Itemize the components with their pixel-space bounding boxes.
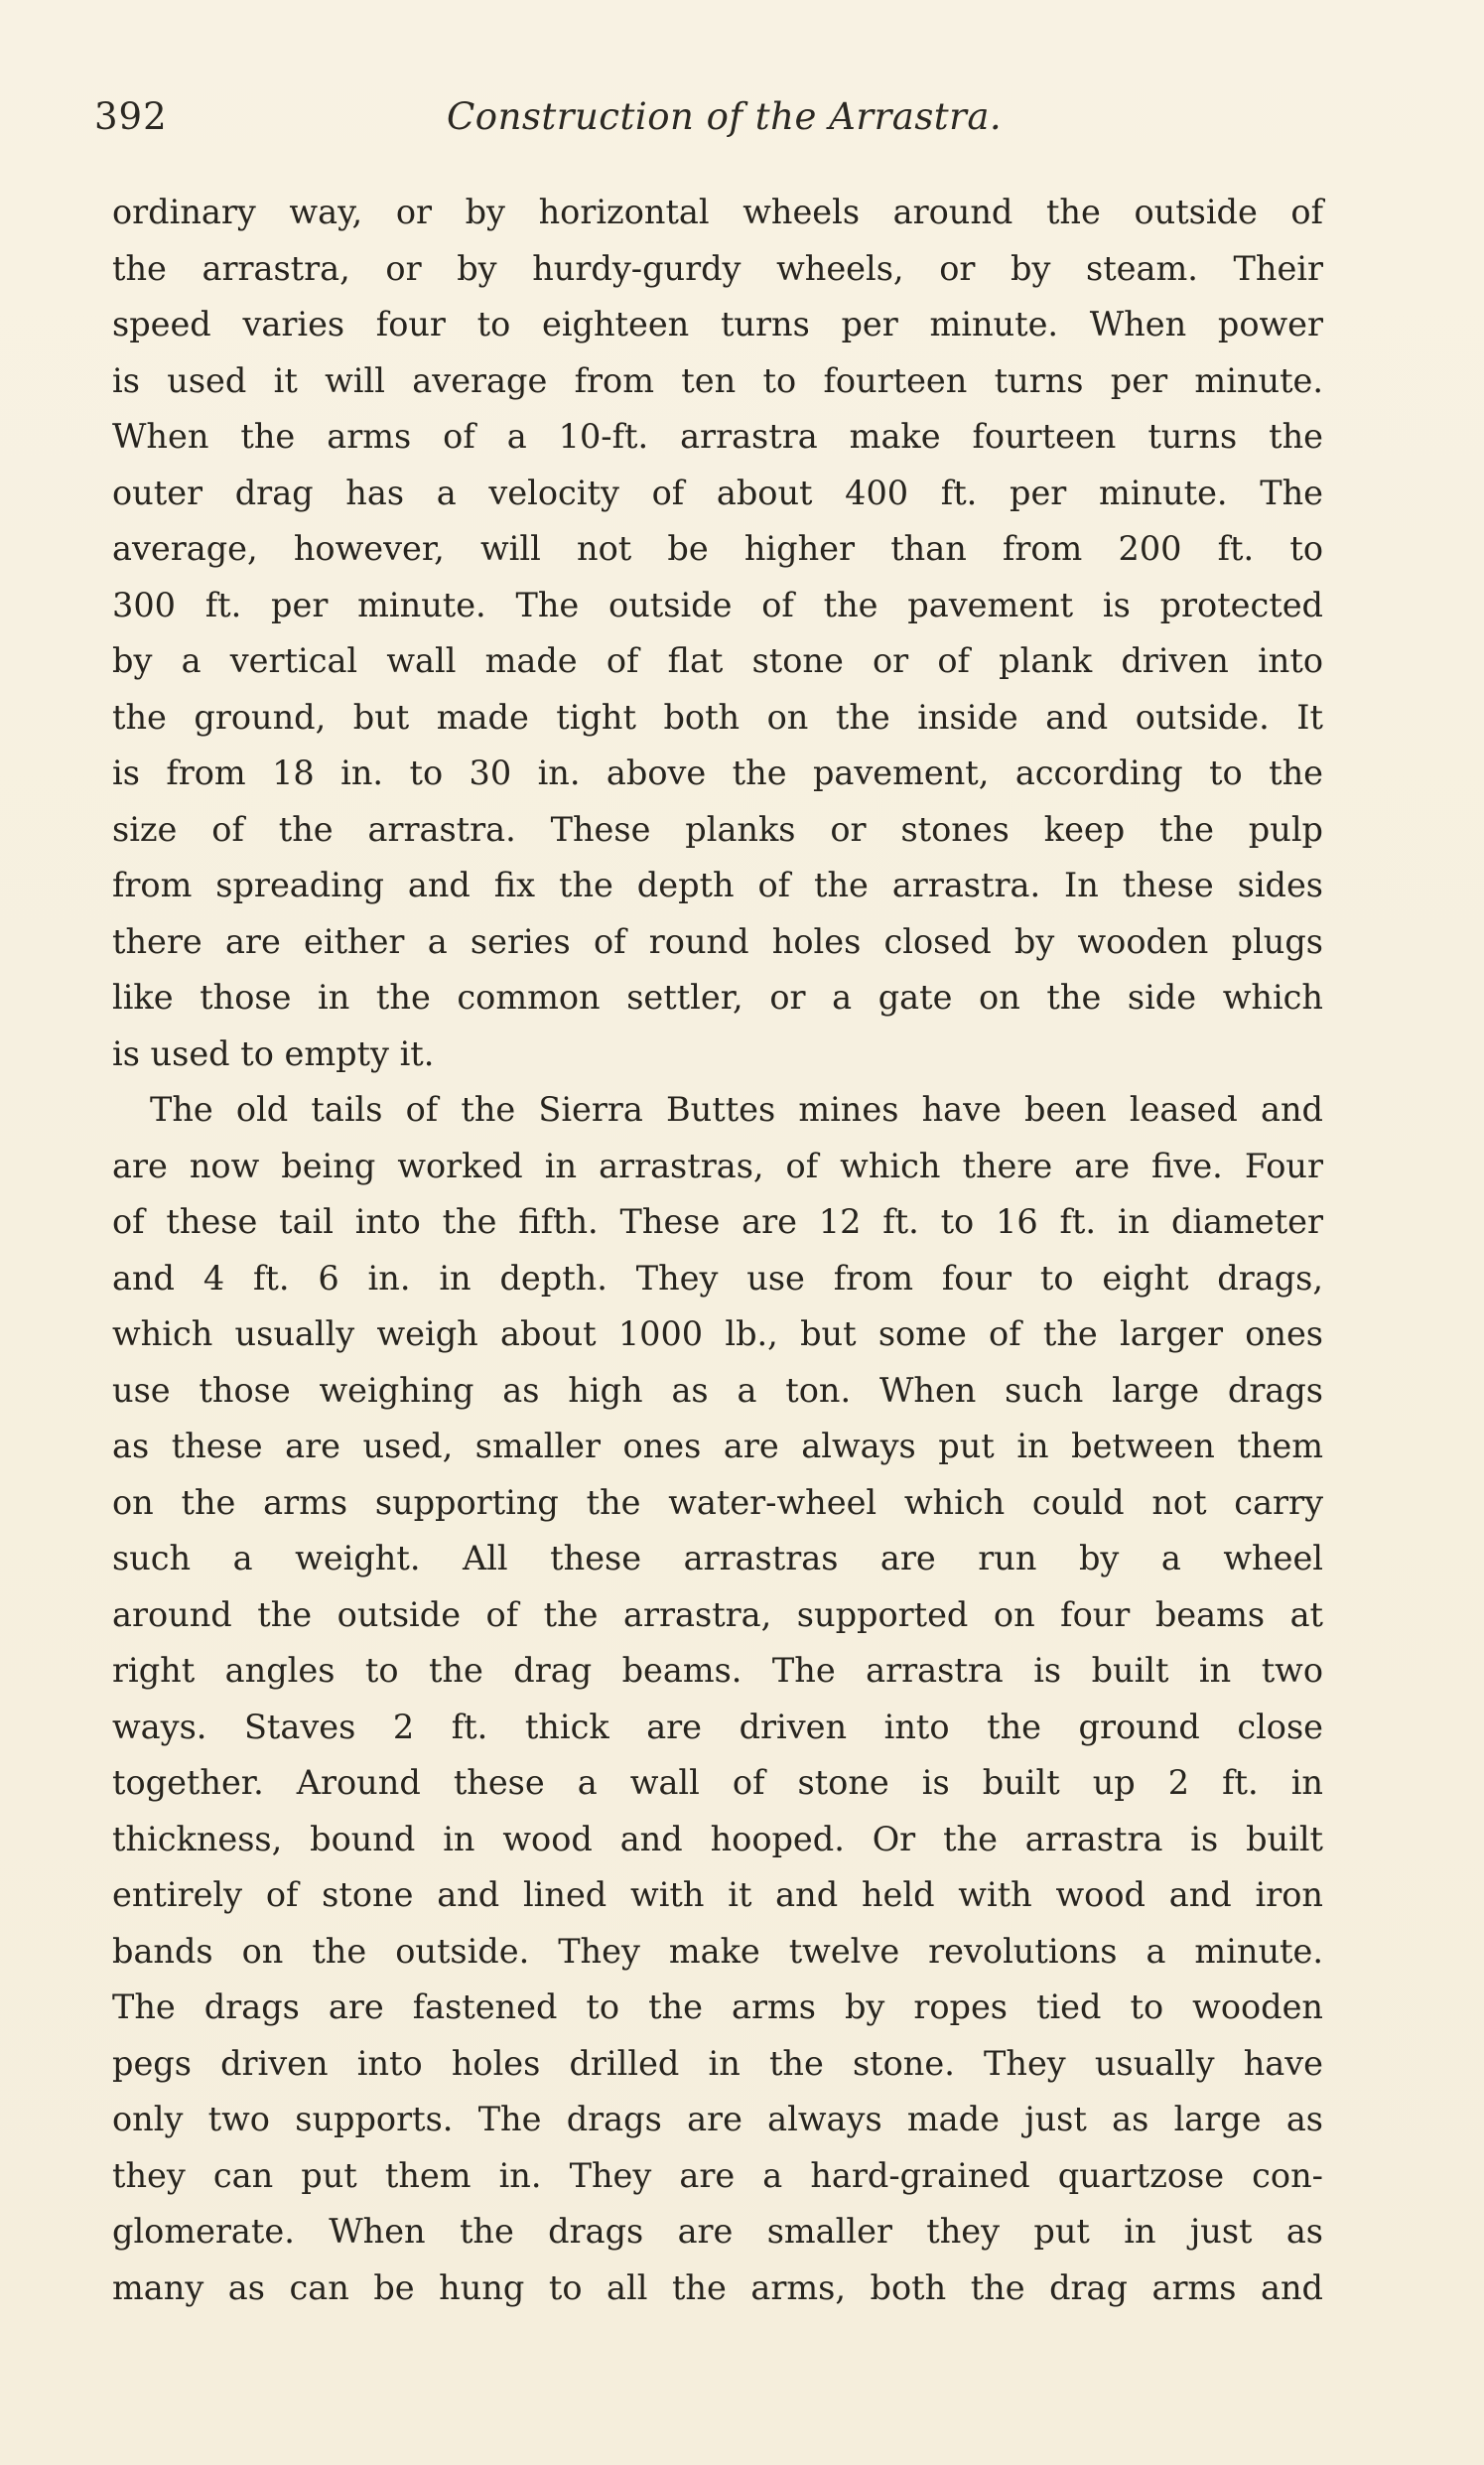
text-line: they can put them in. They are a hard-grained quartzose con-	[112, 2155, 1323, 2195]
page-number: 392	[94, 95, 168, 138]
text-line: ways. Staves 2 ft. thick are driven into the ground close	[112, 1707, 1323, 1746]
text-line: 300 ft. per minute. The outside of the pavement is protected	[112, 585, 1323, 624]
text-line: the arrastra, or by hurdy-gurdy wheels, or by steam. Their	[112, 248, 1323, 288]
text-line: around the outside of the arrastra, supported on four beams at	[112, 1594, 1323, 1634]
text-line: The drags are fastened to the arms by ropes tied to wooden	[112, 1987, 1323, 2026]
text-line: When the arms of a 10-ft. arrastra make fourteen turns the	[112, 417, 1323, 456]
text-line: which usually weigh about 1000 lb., but some of the larger ones	[112, 1314, 1323, 1353]
text-line: is used it will average from ten to fourteen turns per minute.	[112, 360, 1323, 400]
text-line: thickness, bound in wood and hooped. Or the arrastra is built	[112, 1819, 1323, 1858]
text-line: from spreading and fix the depth of the arrastra. In these sides	[112, 866, 1323, 904]
text-line: is from 18 in. to 30 in. above the pavement, according to the	[112, 753, 1323, 792]
text-line: and 4 ft. 6 in. in depth. They use from four to eight drags,	[112, 1258, 1323, 1298]
text-line: bands on the outside. They make twelve revolutions a minute.	[112, 1931, 1323, 1971]
body-text	[112, 185, 1323, 2316]
text-line: pegs driven into holes drilled in the stone. They usually have	[112, 2043, 1323, 2083]
text-line: average, however, will not be higher than from 200 ft. to	[112, 529, 1323, 568]
paragraph-2	[112, 1082, 1323, 2316]
text-line: outer drag has a velocity of about 400 ft. per minute. The	[112, 473, 1323, 512]
text-line: right angles to the drag beams. The arrastra is built in two	[112, 1651, 1323, 1690]
text-line: glomerate. When the drags are smaller they put in just as	[112, 2212, 1323, 2251]
text-line: is used to empty it.	[112, 1033, 435, 1073]
text-line: there are either a series of round holes closed by wooden plugs	[112, 921, 1323, 961]
text-line: like those in the common settler, or a gate on the side which	[112, 978, 1323, 1017]
text-line: entirely of stone and lined with it and held with wood and iron	[112, 1875, 1323, 1914]
text-line: many as can be hung to all the arms, both the drag arms and	[112, 2267, 1323, 2307]
text-line: as these are used, smaller ones are always put in between them	[112, 1427, 1323, 1465]
text-line: by a vertical wall made of flat stone or of plank driven into	[112, 641, 1323, 680]
text-line: of these tail into the fifth. These are 12 ft. to 16 ft. in diameter	[112, 1202, 1323, 1241]
text-line: only two supports. The drags are always made just as large as	[112, 2100, 1323, 2138]
text-line: speed varies four to eighteen turns per minute. When power	[112, 305, 1323, 343]
page-header	[94, 95, 1330, 155]
text-line: ordinary way, or by horizontal wheels around the outside of	[112, 193, 1323, 231]
text-line: use those weighing as high as a ton. When such large drags	[112, 1370, 1323, 1410]
text-line: together. Around these a wall of stone is built up 2 ft. in	[112, 1763, 1323, 1802]
text-line: the ground, but made tight both on the inside and outside. It	[112, 697, 1323, 737]
text-line: size of the arrastra. These planks or stones keep the pulp	[112, 809, 1323, 849]
text-line: on the arms supporting the water-wheel which could not carry	[112, 1482, 1323, 1522]
running-title: Construction of the Arrastra.	[447, 95, 1003, 138]
text-line: are now being worked in arrastras, of which there are five. Four	[112, 1146, 1323, 1185]
text-line: The old tails of the Sierra Buttes mines have been leased and	[150, 1090, 1323, 1129]
paragraph-1	[112, 185, 1323, 1082]
text-line: such a weight. All these arrastras are run by a wheel	[112, 1539, 1323, 1577]
